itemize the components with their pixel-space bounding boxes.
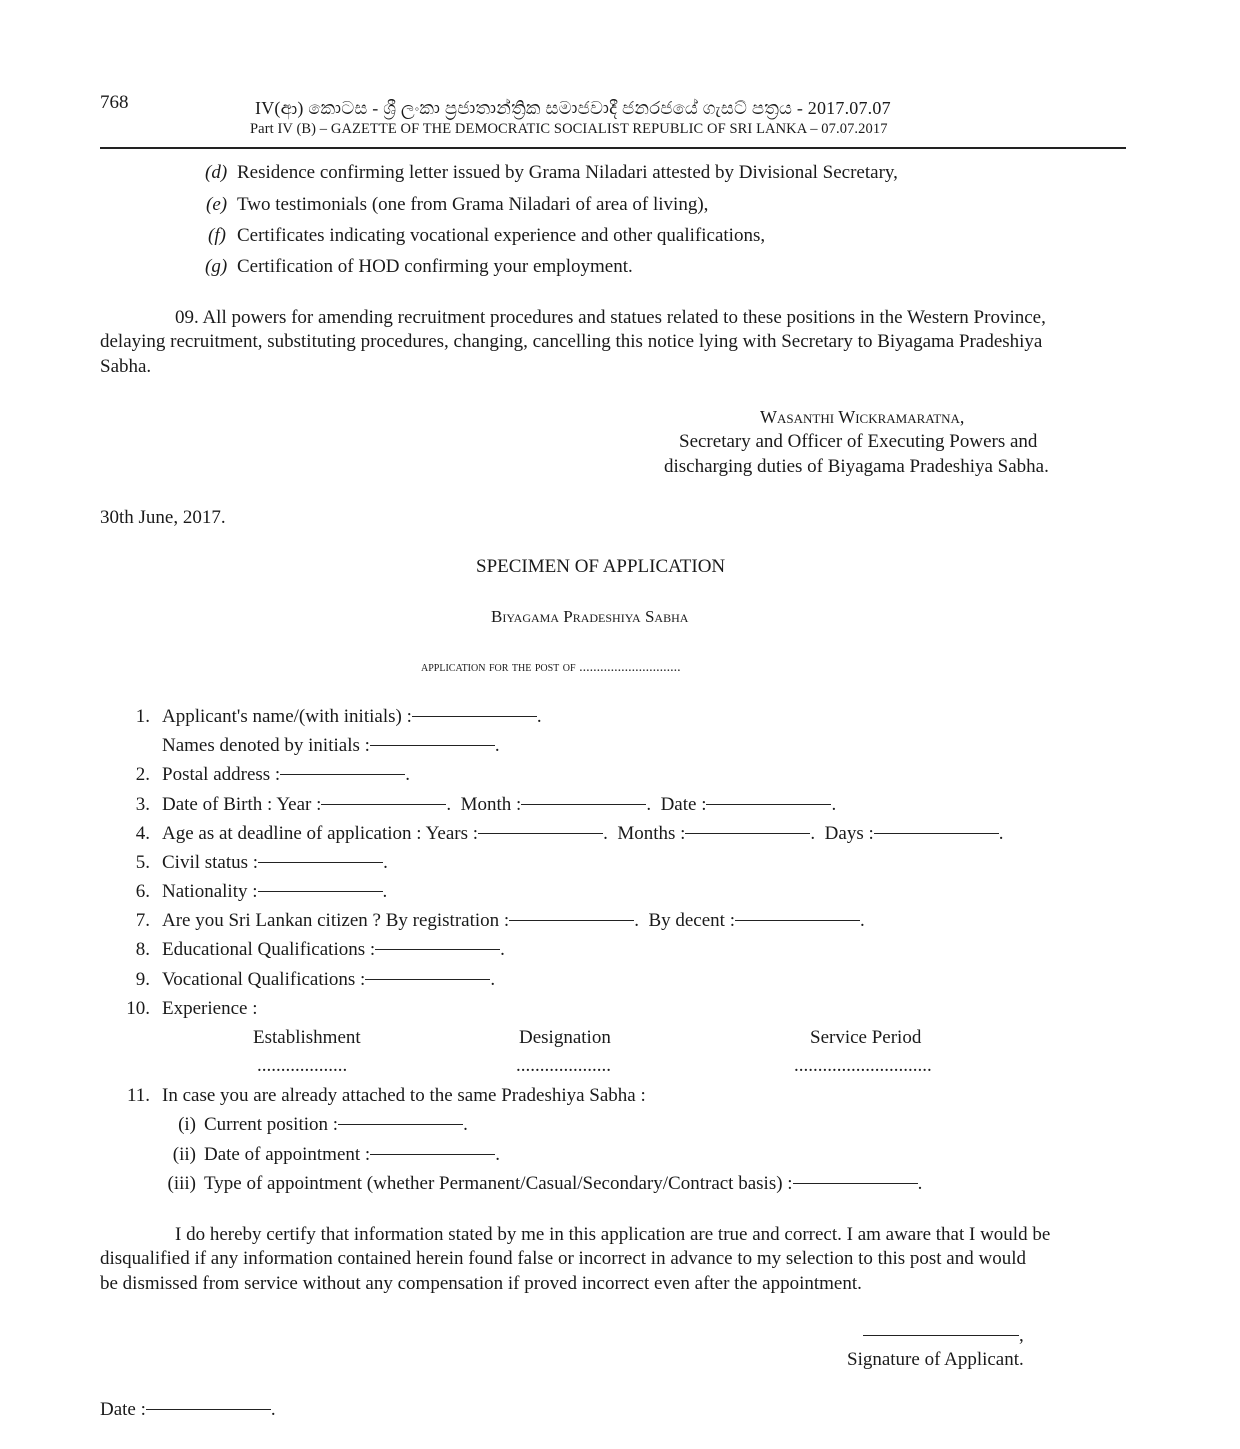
age-field[interactable]: Age as at deadline of application : Years : . Months : . Days : . [162, 823, 1004, 844]
field-label: Date : [100, 1399, 146, 1420]
citizenship-field[interactable]: Are you Sri Lankan citizen ? By registration : . By decent : . [162, 910, 865, 931]
field-label: Age as at deadline of application : Years : [162, 823, 479, 844]
blank-line[interactable] [509, 920, 634, 921]
gazette-header-sinhala: IV(ආ) කොටස - ශ්‍රී ලංකා ප්‍රජාතාන්ත්‍රික සමාජවාදී ජනරජයේ ගැසට් පත්‍රය - 2017.07.07 [255, 98, 891, 118]
item-number: 8. [135, 939, 150, 960]
item-number: 7. [135, 910, 150, 931]
field-label: Months : [617, 823, 686, 844]
field-label: Current position : [204, 1114, 339, 1135]
signature-field[interactable]: , [863, 1325, 1024, 1347]
field-label: Educational Qualifications : [162, 939, 376, 960]
exp-header-designation: Designation [519, 1027, 611, 1048]
blank-line[interactable] [280, 774, 405, 775]
specimen-title: SPECIMEN OF APPLICATION [476, 556, 726, 577]
item-number: 6. [135, 881, 150, 902]
date-of-birth-field[interactable]: Date of Birth : Year : . Month : . Date : . [162, 794, 837, 815]
certification-line1: I do hereby certify that information stated by me in this application are true and correct. I am aware that I would be [175, 1224, 1051, 1245]
clause-09-line3: Sabha. [100, 356, 152, 377]
blank-line[interactable] [365, 979, 490, 980]
blank-line[interactable] [338, 1124, 463, 1125]
field-label: Vocational Qualifications : [162, 969, 366, 990]
blank-line[interactable] [321, 804, 446, 805]
list-item-letter: (d) [205, 162, 228, 183]
list-item-text: Certification of HOD confirming your employment. [237, 256, 633, 277]
sub-item-number: (ii) [172, 1144, 196, 1165]
field-label: Are you Sri Lankan citizen ? By registration : [162, 910, 510, 931]
item-number: 1. [135, 706, 150, 727]
issue-date: 30th June, 2017. [100, 507, 226, 528]
certification-line3: be dismissed from service without any compensation if proved incorrect even after the appointment. [100, 1273, 862, 1294]
initials-field[interactable]: Names denoted by initials : . [162, 735, 500, 756]
date-field[interactable]: Date : . [100, 1399, 276, 1420]
blank-line[interactable] [375, 949, 500, 950]
field-label: Applicant's name/(with initials) : [162, 706, 412, 727]
field-label: Type of appointment (whether Permanent/Casual/Secondary/Contract basis) : [204, 1173, 793, 1194]
signature-line[interactable] [863, 1335, 1019, 1336]
signatory-title-2: discharging duties of Biyagama Pradeshiya Sabha. [664, 456, 1049, 477]
blank-line[interactable] [258, 891, 383, 892]
civil-status-field[interactable]: Civil status : . [162, 852, 388, 873]
list-item-letter: (f) [208, 225, 226, 246]
list-item-text: Residence confirming letter issued by Grama Niladari attested by Divisional Secretary, [237, 162, 898, 183]
item-number: 2. [135, 764, 150, 785]
list-item-text: Two testimonials (one from Grama Niladari of area of living), [237, 194, 709, 215]
educational-qualifications-field[interactable]: Educational Qualifications : . [162, 939, 505, 960]
postal-address-field[interactable]: Postal address : . [162, 764, 410, 785]
field-label: Names denoted by initials : [162, 735, 370, 756]
blank-line[interactable] [258, 862, 383, 863]
field-label: Date : [660, 794, 707, 815]
blank-line[interactable] [793, 1183, 918, 1184]
blank-line[interactable] [478, 833, 603, 834]
blank-line[interactable] [146, 1409, 271, 1410]
exp-header-establishment: Establishment [253, 1027, 361, 1048]
list-item-text: Certificates indicating vocational experience and other qualifications, [237, 225, 766, 246]
signature-label: Signature of Applicant. [847, 1349, 1024, 1370]
sub-item-number: (i) [178, 1114, 196, 1135]
signatory-title-1: Secretary and Officer of Executing Powers and [679, 431, 1038, 452]
applicant-name-field[interactable]: Applicant's name/(with initials) : . [162, 706, 542, 727]
exp-header-service-period: Service Period [810, 1027, 922, 1048]
blank-line[interactable] [370, 745, 495, 746]
item-number: 10. [126, 998, 150, 1019]
blank-line[interactable] [370, 1154, 495, 1155]
item-number: 3. [135, 794, 150, 815]
experience-label: Experience : [162, 998, 258, 1019]
gazette-header-english: Part IV (B) – GAZETTE OF THE DEMOCRATIC SOCIALIST REPUBLIC OF SRI LANKA – 07.07.2017 [250, 121, 888, 137]
item-number: 11. [126, 1085, 150, 1106]
current-position-field[interactable]: Current position : . [204, 1114, 468, 1135]
field-label: Date of Birth : Year : [162, 794, 322, 815]
type-of-appointment-field[interactable]: Type of appointment (whether Permanent/Casual/Secondary/Contract basis) : . [204, 1173, 923, 1194]
list-item-letter: (g) [205, 256, 228, 277]
field-label: Civil status : [162, 852, 259, 873]
specimen-subtitle: Biyagama Pradeshiya Sabha [491, 607, 689, 626]
exp-blank-service-period[interactable]: ............................. [794, 1055, 932, 1076]
item-number: 5. [135, 852, 150, 873]
certification-line2: disqualified if any information contained herein found false or incorrect in advance to my selection to this post and would [100, 1248, 1026, 1269]
field-label: Nationality : [162, 881, 258, 902]
date-of-appointment-field[interactable]: Date of appointment : . [204, 1144, 500, 1165]
exp-blank-establishment[interactable]: ................... [257, 1055, 348, 1076]
exp-blank-designation[interactable]: .................... [516, 1055, 611, 1076]
field-label: Month : [460, 794, 522, 815]
signatory-name: Wasanthi Wickramaratna, [760, 407, 965, 427]
field-label: By decent : [648, 910, 735, 931]
blank-line[interactable] [685, 833, 810, 834]
page-number: 768 [100, 92, 129, 113]
already-attached-label: In case you are already attached to the same Pradeshiya Sabha : [162, 1085, 646, 1106]
item-number: 9. [135, 969, 150, 990]
nationality-field[interactable]: Nationality : . [162, 881, 388, 902]
field-label: Days : [824, 823, 874, 844]
blank-line[interactable] [412, 716, 537, 717]
clause-09-line2: delaying recruitment, substituting procedures, changing, cancelling this notice lying with Secretary to Biyagama Pradeshiya [100, 331, 1043, 352]
field-label: Date of appointment : [204, 1144, 371, 1165]
sub-item-number: (iii) [167, 1173, 196, 1194]
blank-line[interactable] [735, 920, 860, 921]
blank-line[interactable] [874, 833, 999, 834]
clause-09-line1: 09. All powers for amending recruitment procedures and statues related to these positions in the Western Province, [175, 307, 1046, 328]
header-rule [100, 147, 1126, 149]
item-number: 4. [135, 823, 150, 844]
blank-line[interactable] [706, 804, 831, 805]
list-item-letter: (e) [206, 194, 228, 215]
field-label: Postal address : [162, 764, 281, 785]
blank-line[interactable] [521, 804, 646, 805]
vocational-qualifications-field[interactable]: Vocational Qualifications : . [162, 969, 496, 990]
post-line: application for the post of ............................. [421, 660, 681, 675]
